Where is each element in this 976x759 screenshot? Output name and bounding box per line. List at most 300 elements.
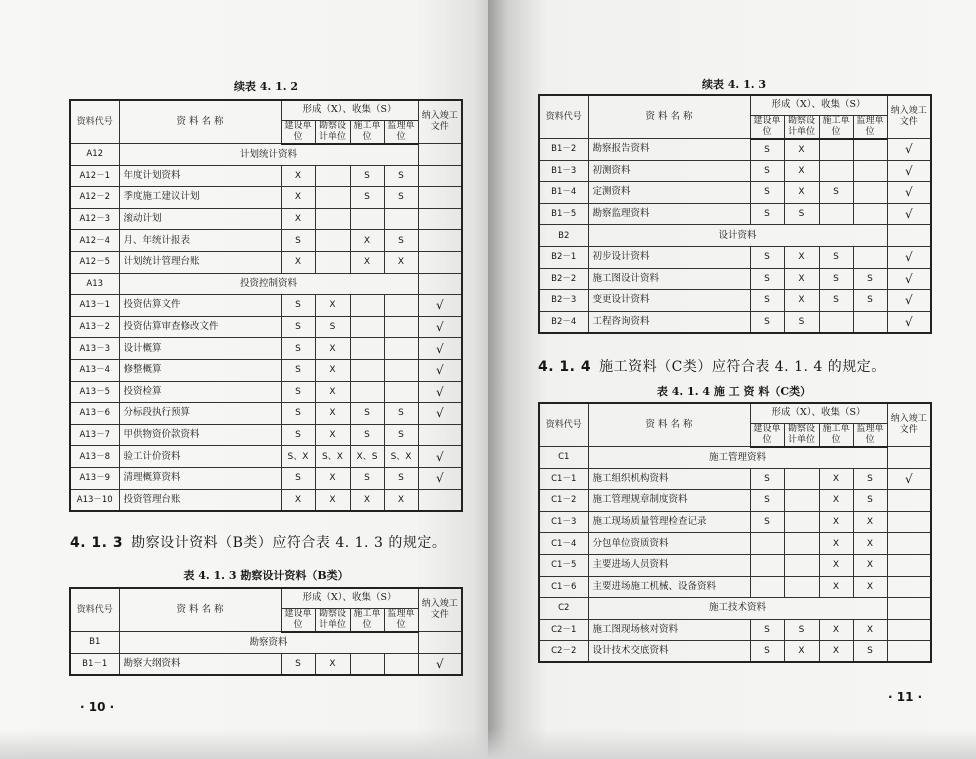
row-code: A13－9 bbox=[70, 467, 119, 489]
row-name: 施工管理规章制度资料 bbox=[588, 490, 750, 512]
header-name: 资 料 名 称 bbox=[119, 100, 281, 144]
data-table bbox=[538, 402, 932, 663]
row-code: C2 bbox=[539, 598, 588, 620]
header-name: 资 料 名 称 bbox=[588, 95, 750, 139]
row-c1: S bbox=[281, 381, 315, 403]
row-c4: S bbox=[384, 230, 418, 252]
header-row bbox=[539, 95, 931, 115]
group-title: 投资控制资料 bbox=[119, 273, 418, 295]
row-code: B2－2 bbox=[539, 268, 588, 290]
header-sub4: 监理单位 bbox=[853, 423, 887, 447]
table-body bbox=[70, 144, 462, 511]
row-name: 施工图现场核对资料 bbox=[588, 619, 750, 641]
row-c4: S bbox=[384, 165, 418, 187]
row-c2: X bbox=[315, 403, 350, 425]
header-group: 形成（X）、收集（S） bbox=[750, 95, 887, 115]
row-c1 bbox=[750, 554, 784, 576]
row-c2 bbox=[784, 554, 819, 576]
header-archive: 纳入竣工文件 bbox=[887, 403, 931, 447]
row-code: A12－4 bbox=[70, 230, 119, 252]
header-row bbox=[70, 588, 462, 608]
row-c1: X bbox=[281, 165, 315, 187]
page-edge bbox=[0, 729, 488, 759]
row-c4: X bbox=[853, 576, 887, 598]
row-name: 年度计划资料 bbox=[119, 165, 281, 187]
row-c1: S bbox=[750, 311, 784, 333]
row-c3: X bbox=[819, 554, 853, 576]
row-c2: S bbox=[784, 311, 819, 333]
row-c4 bbox=[853, 311, 887, 333]
table-row bbox=[70, 230, 462, 252]
row-c3: X bbox=[819, 576, 853, 598]
row-c4: S bbox=[853, 468, 887, 490]
row-c2 bbox=[784, 490, 819, 512]
row-c3: X、S bbox=[350, 446, 384, 468]
row-c4: S bbox=[853, 268, 887, 290]
row-archive bbox=[418, 489, 462, 511]
row-name: 设计技术交底资料 bbox=[588, 641, 750, 663]
row-archive bbox=[418, 251, 462, 273]
table-row bbox=[70, 381, 462, 403]
table-row bbox=[539, 268, 931, 290]
row-name: 投资估算文件 bbox=[119, 295, 281, 317]
row-code: A13－10 bbox=[70, 489, 119, 511]
header-name: 资 料 名 称 bbox=[588, 403, 750, 447]
page-number: · 10 · bbox=[80, 700, 115, 714]
row-code: C2－1 bbox=[539, 619, 588, 641]
row-c2: X bbox=[315, 295, 350, 317]
header-row bbox=[70, 100, 462, 120]
group-row bbox=[539, 225, 931, 247]
row-archive bbox=[887, 576, 931, 598]
row-name: 分标段执行预算 bbox=[119, 403, 281, 425]
header-sub3: 施工单位 bbox=[350, 120, 384, 144]
section-number: 4. 1. 3 bbox=[70, 535, 124, 551]
section-text: 施工资料（C类）应符合表 4. 1. 4 的规定。 bbox=[599, 359, 886, 375]
row-code: B1－2 bbox=[539, 139, 588, 161]
header-name: 资 料 名 称 bbox=[119, 588, 281, 632]
row-c3 bbox=[819, 311, 853, 333]
table-row bbox=[539, 182, 931, 204]
row-code: C1 bbox=[539, 447, 588, 469]
group-row bbox=[539, 447, 931, 469]
table-caption: 续表 4. 1. 3 bbox=[701, 78, 767, 91]
table-row bbox=[539, 533, 931, 555]
row-c2: X bbox=[784, 182, 819, 204]
row-c4: X bbox=[853, 533, 887, 555]
row-archive: √ bbox=[418, 403, 462, 425]
table-row bbox=[70, 424, 462, 446]
row-code: C1－5 bbox=[539, 554, 588, 576]
row-name: 修整概算 bbox=[119, 359, 281, 381]
row-c3 bbox=[350, 316, 384, 338]
row-c3 bbox=[350, 295, 384, 317]
row-archive bbox=[418, 424, 462, 446]
table-row bbox=[539, 490, 931, 512]
row-name: 定测资料 bbox=[588, 182, 750, 204]
row-c1: S bbox=[281, 316, 315, 338]
group-archive-cell bbox=[887, 447, 931, 469]
row-c1: S bbox=[750, 160, 784, 182]
table-row bbox=[70, 338, 462, 360]
row-code: A12－1 bbox=[70, 165, 119, 187]
row-name: 勘察大纲资料 bbox=[119, 653, 281, 675]
row-archive: √ bbox=[887, 246, 931, 268]
table-row bbox=[70, 359, 462, 381]
row-archive bbox=[887, 533, 931, 555]
row-archive bbox=[887, 490, 931, 512]
row-c3: S bbox=[350, 187, 384, 209]
row-c4 bbox=[384, 295, 418, 317]
group-title: 计划统计资料 bbox=[119, 144, 418, 166]
row-c4: X bbox=[853, 554, 887, 576]
row-c3: S bbox=[819, 182, 853, 204]
row-name: 甲供物资价款资料 bbox=[119, 424, 281, 446]
row-name: 清理概算资料 bbox=[119, 467, 281, 489]
row-archive: √ bbox=[887, 290, 931, 312]
header-group: 形成（X）、收集（S） bbox=[750, 403, 887, 423]
row-c3: X bbox=[819, 490, 853, 512]
row-archive: √ bbox=[418, 338, 462, 360]
header-sub3: 施工单位 bbox=[350, 608, 384, 632]
header-sub2: 勘察设计单位 bbox=[315, 120, 350, 144]
row-name: 施工组织机构资料 bbox=[588, 468, 750, 490]
row-c1: X bbox=[281, 187, 315, 209]
row-c1: S bbox=[281, 424, 315, 446]
row-archive: √ bbox=[887, 203, 931, 225]
group-row bbox=[539, 598, 931, 620]
row-code: A12－5 bbox=[70, 251, 119, 273]
row-archive: √ bbox=[887, 468, 931, 490]
row-code: A12－2 bbox=[70, 187, 119, 209]
row-c3 bbox=[350, 338, 384, 360]
table-caption: 表 4. 1. 4 施 工 资 料（C类） bbox=[656, 385, 812, 398]
table-row bbox=[539, 511, 931, 533]
row-c2: X bbox=[784, 290, 819, 312]
row-c2: X bbox=[315, 653, 350, 675]
row-name: 施工现场质量管理检查记录 bbox=[588, 511, 750, 533]
row-c3: X bbox=[350, 251, 384, 273]
row-c3: X bbox=[819, 468, 853, 490]
header-sub4: 监理单位 bbox=[384, 120, 418, 144]
section-text: 勘察设计资料（B类）应符合表 4. 1. 3 的规定。 bbox=[131, 535, 447, 551]
row-c4: X bbox=[853, 619, 887, 641]
header-sub1: 建设单位 bbox=[750, 423, 784, 447]
row-c2 bbox=[784, 468, 819, 490]
row-c2: X bbox=[784, 268, 819, 290]
row-c2: X bbox=[784, 139, 819, 161]
row-archive bbox=[418, 230, 462, 252]
row-code: C1－3 bbox=[539, 511, 588, 533]
row-c2: S bbox=[784, 619, 819, 641]
row-c3: X bbox=[350, 489, 384, 511]
row-archive: √ bbox=[887, 160, 931, 182]
table-row bbox=[70, 187, 462, 209]
header-row bbox=[539, 403, 931, 423]
header-code: 资料代号 bbox=[70, 588, 119, 632]
row-c2 bbox=[315, 187, 350, 209]
row-c2 bbox=[315, 165, 350, 187]
group-row bbox=[70, 144, 462, 166]
row-c4 bbox=[384, 208, 418, 230]
data-table bbox=[69, 99, 463, 512]
group-archive-cell bbox=[418, 273, 462, 295]
row-code: A13 bbox=[70, 273, 119, 295]
row-code: A13－1 bbox=[70, 295, 119, 317]
row-archive: √ bbox=[418, 359, 462, 381]
row-archive bbox=[887, 511, 931, 533]
row-c2: X bbox=[315, 359, 350, 381]
row-c4: S bbox=[853, 641, 887, 663]
row-c2 bbox=[784, 533, 819, 555]
row-c1: S bbox=[750, 290, 784, 312]
row-c3: S bbox=[819, 290, 853, 312]
row-c3: X bbox=[819, 641, 853, 663]
row-archive bbox=[887, 554, 931, 576]
row-code: A13－7 bbox=[70, 424, 119, 446]
table-row bbox=[539, 139, 931, 161]
row-c2: S、X bbox=[315, 446, 350, 468]
row-name: 季度施工建议计划 bbox=[119, 187, 281, 209]
row-code: A13－8 bbox=[70, 446, 119, 468]
table-row bbox=[539, 641, 931, 663]
row-c4: S bbox=[384, 467, 418, 489]
row-c3 bbox=[350, 208, 384, 230]
row-code: C1－6 bbox=[539, 576, 588, 598]
row-c4: S、X bbox=[384, 446, 418, 468]
header-sub4: 监理单位 bbox=[853, 115, 887, 139]
row-c1: S bbox=[750, 268, 784, 290]
row-code: A13－6 bbox=[70, 403, 119, 425]
row-c2: X bbox=[315, 338, 350, 360]
row-c2: X bbox=[315, 467, 350, 489]
table-row bbox=[70, 251, 462, 273]
row-c4 bbox=[853, 160, 887, 182]
table-row bbox=[70, 446, 462, 468]
row-c1: S bbox=[750, 641, 784, 663]
row-archive: √ bbox=[887, 139, 931, 161]
row-c3: X bbox=[350, 230, 384, 252]
row-name: 设计概算 bbox=[119, 338, 281, 360]
row-c2: S bbox=[315, 316, 350, 338]
right-page bbox=[488, 0, 976, 759]
row-archive bbox=[887, 641, 931, 663]
row-c3: X bbox=[819, 619, 853, 641]
row-code: B1－1 bbox=[70, 653, 119, 675]
row-c3 bbox=[350, 653, 384, 675]
row-c3 bbox=[819, 160, 853, 182]
row-code: A13－5 bbox=[70, 381, 119, 403]
table-row bbox=[70, 208, 462, 230]
table-row bbox=[539, 554, 931, 576]
row-name: 验工计价资料 bbox=[119, 446, 281, 468]
row-c1: S bbox=[281, 359, 315, 381]
row-c2 bbox=[784, 511, 819, 533]
row-code: B1 bbox=[70, 632, 119, 654]
row-c1: S bbox=[750, 203, 784, 225]
row-code: C1－1 bbox=[539, 468, 588, 490]
row-c4 bbox=[384, 381, 418, 403]
row-archive: √ bbox=[418, 653, 462, 675]
row-c4: S bbox=[384, 403, 418, 425]
row-c2: X bbox=[315, 489, 350, 511]
group-archive-cell bbox=[418, 144, 462, 166]
row-c3: S bbox=[350, 424, 384, 446]
row-c1 bbox=[750, 533, 784, 555]
row-c1: S bbox=[750, 182, 784, 204]
row-c2: X bbox=[315, 424, 350, 446]
header-archive: 纳入竣工文件 bbox=[887, 95, 931, 139]
header-sub3: 施工单位 bbox=[819, 423, 853, 447]
row-c4: S bbox=[853, 490, 887, 512]
row-archive bbox=[418, 165, 462, 187]
row-code: A13－4 bbox=[70, 359, 119, 381]
section-number: 4. 1. 4 bbox=[538, 359, 592, 375]
row-c2: X bbox=[784, 160, 819, 182]
table-row bbox=[70, 467, 462, 489]
table-header bbox=[539, 95, 931, 139]
row-c4 bbox=[853, 139, 887, 161]
row-code: B1－3 bbox=[539, 160, 588, 182]
row-c4 bbox=[384, 653, 418, 675]
data-table bbox=[69, 587, 463, 676]
header-sub2: 勘察设计单位 bbox=[315, 608, 350, 632]
header-sub1: 建设单位 bbox=[281, 120, 315, 144]
header-group: 形成（X）、收集（S） bbox=[281, 100, 418, 120]
row-name: 投资检算 bbox=[119, 381, 281, 403]
row-archive: √ bbox=[418, 467, 462, 489]
table-caption: 表 4. 1. 3 勘察设计资料（B类） bbox=[183, 569, 349, 582]
row-c3: X bbox=[819, 511, 853, 533]
row-c1: S bbox=[750, 468, 784, 490]
row-c1: X bbox=[281, 489, 315, 511]
row-c3: S bbox=[819, 268, 853, 290]
header-sub4: 监理单位 bbox=[384, 608, 418, 632]
table-header bbox=[539, 403, 931, 447]
row-c3 bbox=[350, 359, 384, 381]
row-code: A12－3 bbox=[70, 208, 119, 230]
row-name: 主要进场施工机械、设备资料 bbox=[588, 576, 750, 598]
row-c3 bbox=[819, 139, 853, 161]
table-row bbox=[70, 403, 462, 425]
row-name: 投资估算审查修改文件 bbox=[119, 316, 281, 338]
row-name: 变更设计资料 bbox=[588, 290, 750, 312]
row-archive: √ bbox=[887, 268, 931, 290]
row-code: A13－3 bbox=[70, 338, 119, 360]
section-heading bbox=[70, 532, 446, 552]
row-code: B2－1 bbox=[539, 246, 588, 268]
row-c1: S bbox=[281, 338, 315, 360]
table-row bbox=[539, 468, 931, 490]
table-row bbox=[539, 246, 931, 268]
table-row bbox=[70, 489, 462, 511]
header-code: 资料代号 bbox=[539, 95, 588, 139]
row-c1: X bbox=[281, 251, 315, 273]
row-archive: √ bbox=[887, 311, 931, 333]
row-code: B2－3 bbox=[539, 290, 588, 312]
row-name: 主要进场人员资料 bbox=[588, 554, 750, 576]
row-c1: S bbox=[750, 490, 784, 512]
row-c1: S bbox=[750, 246, 784, 268]
table-body bbox=[539, 139, 931, 333]
page-number: · 11 · bbox=[888, 690, 923, 704]
table-body bbox=[70, 632, 462, 675]
row-code: B2－4 bbox=[539, 311, 588, 333]
row-archive: √ bbox=[418, 295, 462, 317]
row-code: C2－2 bbox=[539, 641, 588, 663]
row-c4: S bbox=[384, 187, 418, 209]
row-code: A13－2 bbox=[70, 316, 119, 338]
row-name: 投资管理台账 bbox=[119, 489, 281, 511]
row-c2: X bbox=[784, 246, 819, 268]
header-sub3: 施工单位 bbox=[819, 115, 853, 139]
row-c4 bbox=[853, 203, 887, 225]
row-name: 计划统计管理台账 bbox=[119, 251, 281, 273]
table-caption: 续表 4. 1. 2 bbox=[233, 80, 299, 93]
row-c1: X bbox=[281, 208, 315, 230]
group-archive-cell bbox=[887, 598, 931, 620]
data-table bbox=[538, 94, 932, 334]
row-c3 bbox=[350, 381, 384, 403]
row-c1: S bbox=[750, 139, 784, 161]
row-c4: S bbox=[384, 424, 418, 446]
row-name: 工程咨询资料 bbox=[588, 311, 750, 333]
table-header bbox=[70, 100, 462, 144]
row-c3: S bbox=[350, 403, 384, 425]
row-c2 bbox=[315, 251, 350, 273]
row-c4: X bbox=[384, 251, 418, 273]
row-c4: S bbox=[853, 290, 887, 312]
row-archive bbox=[418, 187, 462, 209]
row-c4 bbox=[384, 316, 418, 338]
header-sub2: 勘察设计单位 bbox=[784, 423, 819, 447]
row-c1: S、X bbox=[281, 446, 315, 468]
row-code: A12 bbox=[70, 144, 119, 166]
group-archive-cell bbox=[418, 632, 462, 654]
header-group: 形成（X）、收集（S） bbox=[281, 588, 418, 608]
row-code: B1－5 bbox=[539, 203, 588, 225]
row-c3: S bbox=[819, 246, 853, 268]
group-archive-cell bbox=[887, 225, 931, 247]
row-code: C1－4 bbox=[539, 533, 588, 555]
row-archive bbox=[418, 208, 462, 230]
row-c4 bbox=[853, 246, 887, 268]
row-name: 初步设计资料 bbox=[588, 246, 750, 268]
row-c2: X bbox=[315, 381, 350, 403]
table-row bbox=[539, 619, 931, 641]
row-archive: √ bbox=[887, 182, 931, 204]
row-c2: S bbox=[784, 203, 819, 225]
row-c2 bbox=[315, 208, 350, 230]
row-c3 bbox=[819, 203, 853, 225]
table-body bbox=[539, 447, 931, 663]
row-name: 勘察监理资料 bbox=[588, 203, 750, 225]
row-c4: X bbox=[384, 489, 418, 511]
section-heading bbox=[538, 356, 886, 376]
table-row bbox=[70, 165, 462, 187]
row-c1: S bbox=[281, 295, 315, 317]
row-c1: S bbox=[281, 467, 315, 489]
group-title: 勘察资料 bbox=[119, 632, 418, 654]
row-archive bbox=[887, 619, 931, 641]
row-c4: X bbox=[853, 511, 887, 533]
header-sub2: 勘察设计单位 bbox=[784, 115, 819, 139]
row-name: 滚动计划 bbox=[119, 208, 281, 230]
table-header bbox=[70, 588, 462, 632]
page-edge bbox=[488, 729, 976, 759]
table-row bbox=[539, 576, 931, 598]
group-row bbox=[70, 632, 462, 654]
